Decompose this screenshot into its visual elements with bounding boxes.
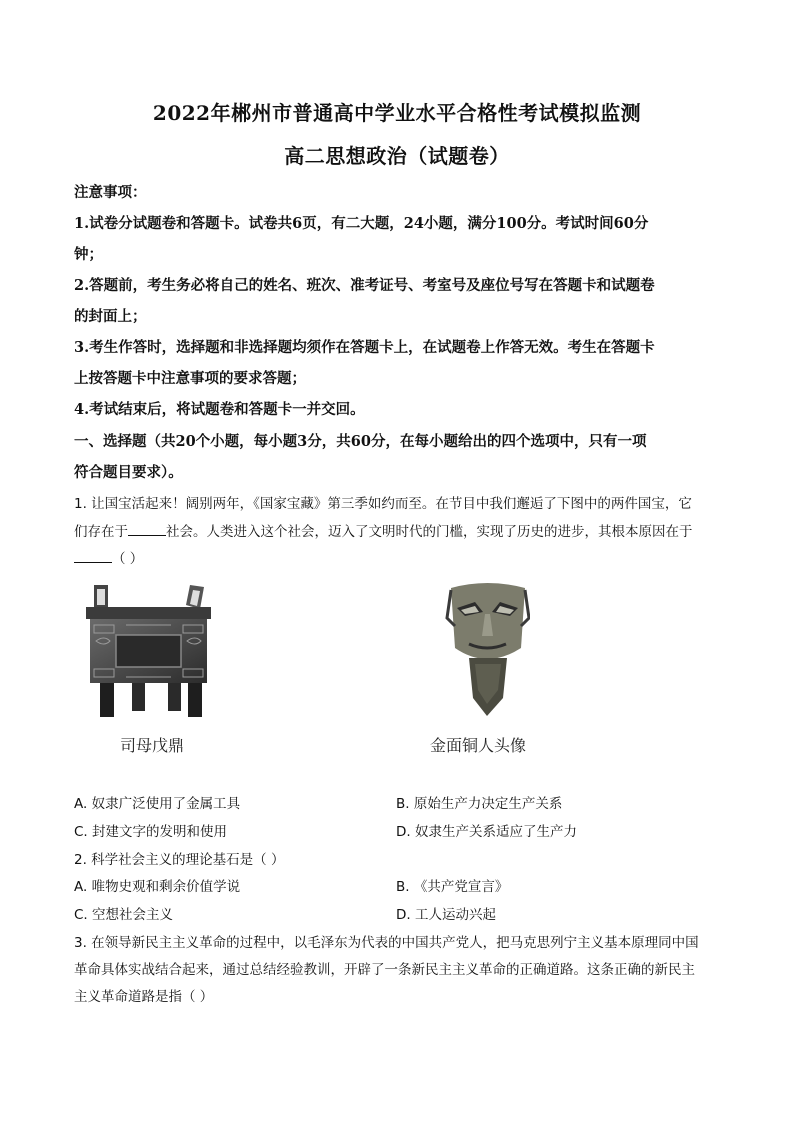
note-2-line-1: 2.答题前，考生务必将自己的姓名、班次、准考证号、考室号及座位号写在答题卡和试题卷 bbox=[74, 277, 655, 294]
q3-stem-line-3: 主义革命道路是指（ ） bbox=[74, 989, 214, 1005]
note-2-line-2: 的封面上； bbox=[74, 308, 147, 325]
exam-title: 2022年郴州市普通高中学业水平合格性考试模拟监测 bbox=[152, 101, 642, 125]
note-1-line-1: 1.试卷分试题卷和答题卡。试卷共6页，有二大题，24小题，满分100分。考试时间60分 bbox=[74, 215, 649, 232]
q2-option-d[interactable]: D. 工人运动兴起 bbox=[396, 907, 496, 923]
section-1-heading-line-1: 一、选择题（共20个小题，每小题3分，共60分，在每小题给出的四个选项中，只有一项 bbox=[74, 433, 647, 450]
q1-option-b[interactable]: B. 原始生产力决定生产关系 bbox=[396, 796, 563, 812]
q1-option-c[interactable]: C. 封建文字的发明和使用 bbox=[74, 824, 228, 840]
q3-stem-line-1: 3. 在领导新民主主义革命的过程中，以毛泽东为代表的中国共产党人，把马克思列宁主义基本原理同中国 bbox=[74, 935, 699, 951]
exam-subtitle: 高二思想政治（试题卷） bbox=[284, 144, 510, 168]
notes-heading: 注意事项： bbox=[74, 184, 147, 201]
q1-stem-line-2 bbox=[74, 520, 724, 540]
section-1-heading-line-2: 符合题目要求）。 bbox=[74, 464, 183, 481]
note-4: 4.考试结束后，将试题卷和答题卡一并交回。 bbox=[74, 401, 365, 418]
q2-option-a[interactable]: A. 唯物史观和剩余价值学说 bbox=[74, 879, 241, 895]
q1-option-a[interactable]: A. 奴隶广泛使用了金属工具 bbox=[74, 796, 241, 812]
q2-stem: 2. 科学社会主义的理论基石是（ ） bbox=[74, 852, 285, 868]
q1-blank-2 bbox=[74, 550, 112, 563]
q1-stem-line-1: 1. 让国宝活起来！阔别两年，《国家宝藏》第三季如约而至。在节目中我们邂逅了下图中的两件国宝，它 bbox=[74, 496, 692, 512]
q2-option-b[interactable]: B. 《共产党宣言》 bbox=[396, 879, 509, 895]
note-3-line-1: 3.考生作答时，选择题和非选择题均须作在答题卡上，在试题卷上作答无效。考生在答题卡 bbox=[74, 339, 655, 356]
q1-blank-1 bbox=[128, 523, 166, 536]
caption-gold-mask-head: 金面铜人头像 bbox=[430, 736, 527, 755]
simuwu-ding-image bbox=[86, 585, 216, 720]
q3-stem-line-2: 革命具体实战结合起来，通过总结经验教训，开辟了一条新民主主义革命的正确道路。这条正确的新民主 bbox=[74, 962, 695, 978]
q1-stem-line-2-part-a: 们存在于 bbox=[74, 524, 128, 540]
q1-option-d[interactable]: D. 奴隶生产关系适应了生产力 bbox=[396, 824, 577, 840]
q1-stem-line-3 bbox=[74, 547, 724, 567]
note-1-line-2: 钟； bbox=[74, 246, 103, 263]
q1-stem-line-2-part-b: 社会。人类进入这个社会，迈入了文明时代的门槛，实现了历史的进步，其根本原因在于 bbox=[166, 524, 693, 540]
note-3-line-2: 上按答题卡中注意事项的要求答题； bbox=[74, 370, 306, 387]
caption-simuwu-ding: 司母戊鼎 bbox=[120, 736, 185, 755]
gold-mask-bronze-head-image bbox=[445, 578, 530, 718]
q2-option-c[interactable]: C. 空想社会主义 bbox=[74, 907, 174, 923]
q1-answer-paren: （ ） bbox=[112, 551, 144, 567]
